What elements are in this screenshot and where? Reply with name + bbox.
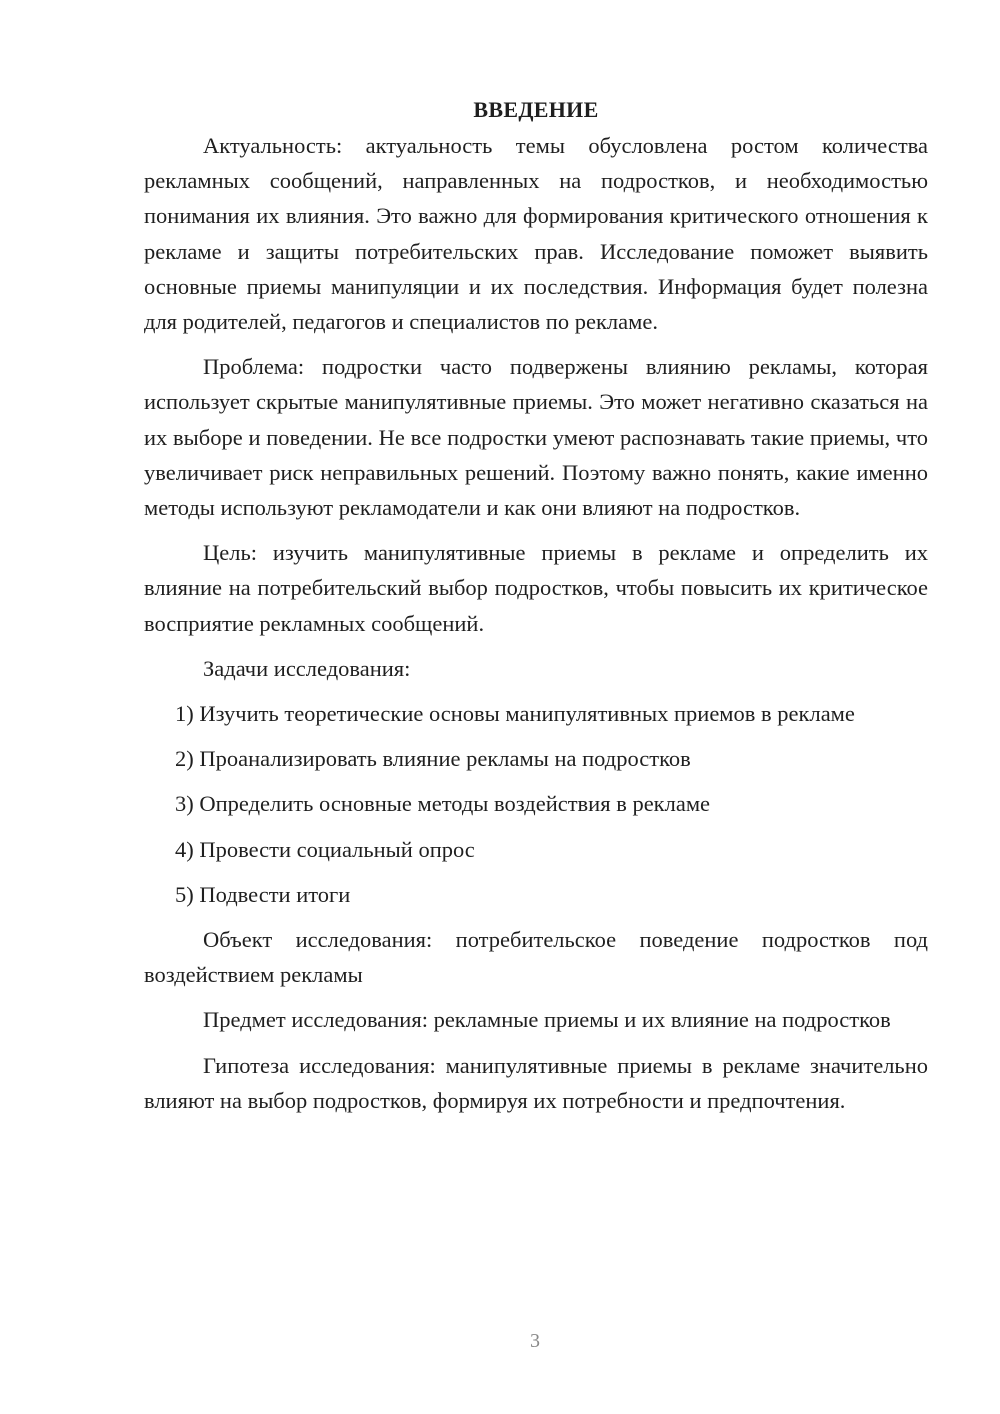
document-page <box>144 92 928 1118</box>
tasks-heading: Задачи исследования: <box>203 655 411 681</box>
list-item: 3) Определить основные методы воздействия в рекламе <box>175 791 711 817</box>
page-number: 3 <box>530 1330 540 1352</box>
section-title: ВВЕДЕНИЕ <box>473 97 599 122</box>
hypothesis-paragraph: Гипотеза исследования: манипулятивные приемы в рекламе значительно влияют на выбор подростков, формируя их потребности и предпочтения. <box>144 1052 928 1113</box>
goal-paragraph: Цель: изучить манипулятивные приемы в рекламе и определить их влияние на потребительский выбор подростков, чтобы повысить их критическое восприятие рекламных сообщений. <box>144 540 928 636</box>
list-item: 4) Провести социальный опрос <box>175 836 475 862</box>
problem-paragraph: Проблема: подростки часто подвержены влиянию рекламы, которая использует скрытые манипулятивные приемы. Это может негативно сказаться на их выборе и поведении. Не все подростки умеют распознавать такие приемы, что увеличивает риск неправильных решений. Поэтому важно понять, какие именно методы используют рекламодатели и как они влияют на подростков. <box>144 354 928 521</box>
list-item: 2) Проанализировать влияние рекламы на подростков <box>175 746 691 772</box>
object-paragraph: Объект исследования: потребительское поведение подростков под воздействием рекламы <box>144 927 928 988</box>
relevance-paragraph: Актуальность: актуальность темы обусловлена ростом количества рекламных сообщений, направленных на подростков, и необходимостью понимания их влияния. Это важно для формирования критического отношения к рекламе и защиты потребительских прав. Исследование поможет выявить основные приемы манипуляции и их последствия. Информация будет полезна для родителей, педагогов и специалистов по рекламе. <box>144 133 928 335</box>
list-item: 1) Изучить теоретические основы манипулятивных приемов в рекламе <box>175 701 855 727</box>
subject-paragraph: Предмет исследования: рекламные приемы и их влияние на подростков <box>203 1007 891 1033</box>
tasks-list <box>144 696 928 912</box>
list-item: 5) Подвести итоги <box>175 881 351 907</box>
